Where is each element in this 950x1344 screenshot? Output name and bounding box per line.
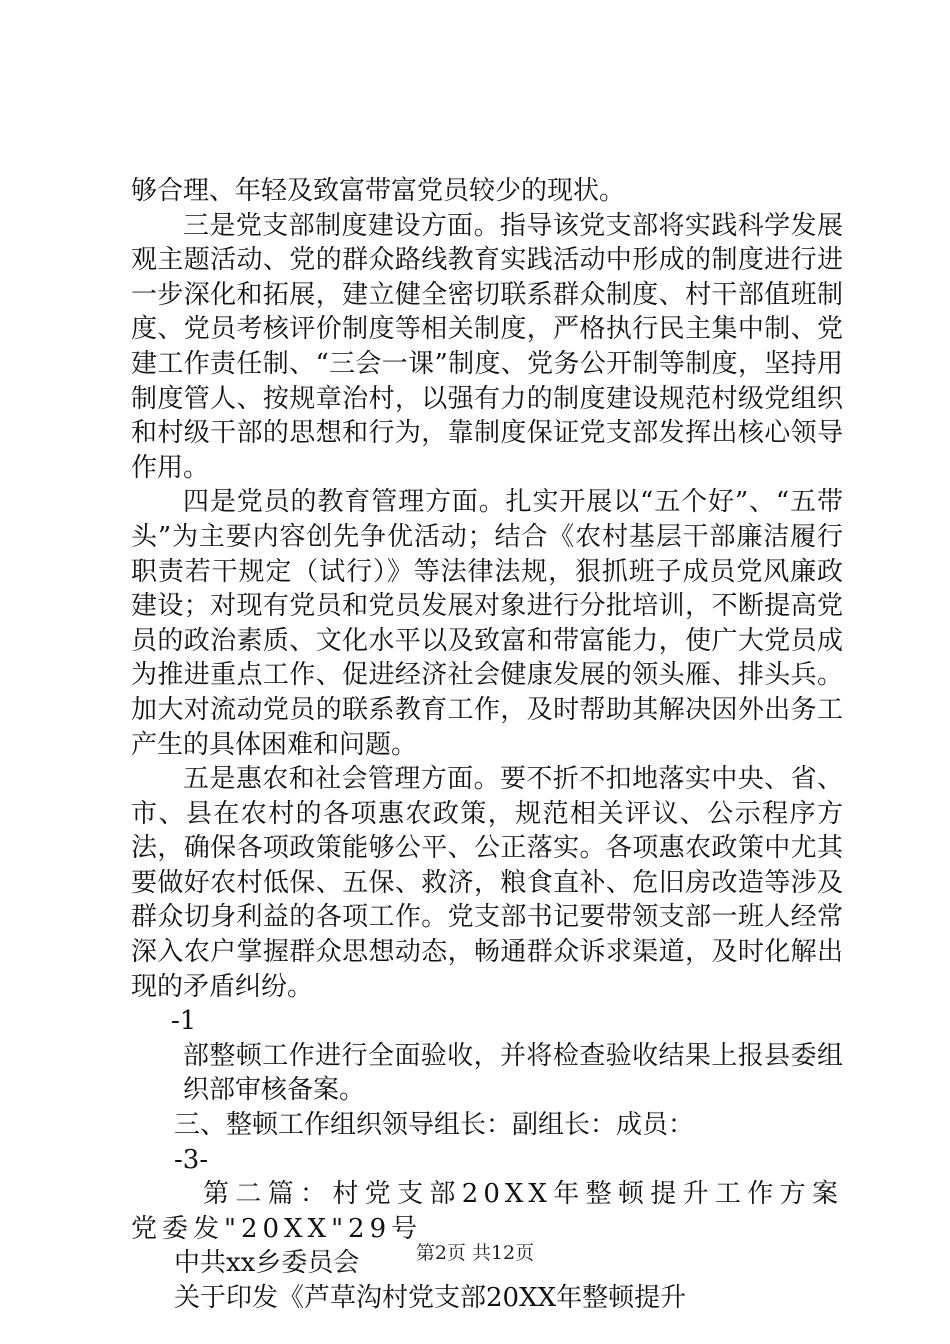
page-footer: 第2页 共12页 (415, 1242, 535, 1264)
document-body (131, 174, 843, 1316)
section-heading-leadership: 三、整顿工作组织领导组长：副组长：成员： (174, 1110, 695, 1141)
chapter-title: 第二篇：村党支部20XX年整顿提升工作方案党委发"20XX"29号 (131, 1179, 843, 1244)
page-marker: -3- (174, 1144, 209, 1175)
paragraph-continued: 够合理、年轻及致富带富党员较少的现状。 (131, 176, 626, 206)
paragraph-member-education: 四是党员的教育管理方面。扎实开展以“五个好”、“五带头”为主要内容创先争优活动；结合《农村基层干部廉洁履行职责若干规定（试行）》等法律法规，狠抓班子成员党风廉政建设；对现有党员和党员发展对象进行分批培训，不断提高党员的政治素质、文化水平以及致富和带富能力，使广大党员成为推进重点工作、促进经济社会健康发展的领头雁、排头兵。加大对流动党员的联系教育工作，及时帮助其解决因外出务工产生的具体困难和问题。 (131, 487, 843, 760)
paragraph-acceptance: 部整顿工作进行全面验收，并将检查验收结果上报县委组织部审核备案。 (183, 1040, 843, 1106)
paragraph-farmer-benefits: 五是惠农和社会管理方面。要不折不扣地落实中央、省、市、县在农村的各项惠农政策，规范相关评议、公示程序方法，确保各项政策能够公平、公正落实。各项惠农政策中尤其要做好农村低保、五保、救济，粮食直补、危旧房改造等涉及群众切身利益的各项工作。党支部书记要带领支部一班人经常深入农户掌握群众思想动态，畅通群众诉求渠道，及时化解出现的矛盾纠纷。 (131, 764, 843, 1002)
page-marker: -1 (171, 1006, 197, 1037)
issuer-line: 中共xx乡委员会 (174, 1248, 360, 1279)
notice-title-line: 关于印发《芦草沟村党支部20XX年整顿提升 (174, 1283, 687, 1313)
paragraph-system-building: 三是党支部制度建设方面。指导该党支部将实践科学发展观主题活动、党的群众路线教育实践活动中形成的制度进行进一步深化和拓展，建立健全密切联系群众制度、村干部值班制度、党员考核评价制度等相关制度，严格执行民主集中制、党建工作责任制、“三会一课”制度、党务公开制等制度，坚持用制度管人、按规章治村，以强有力的制度建设规范村级党组织和村级干部的思想和行为，靠制度保证党支部发挥出核心领导作用。 (131, 210, 843, 483)
